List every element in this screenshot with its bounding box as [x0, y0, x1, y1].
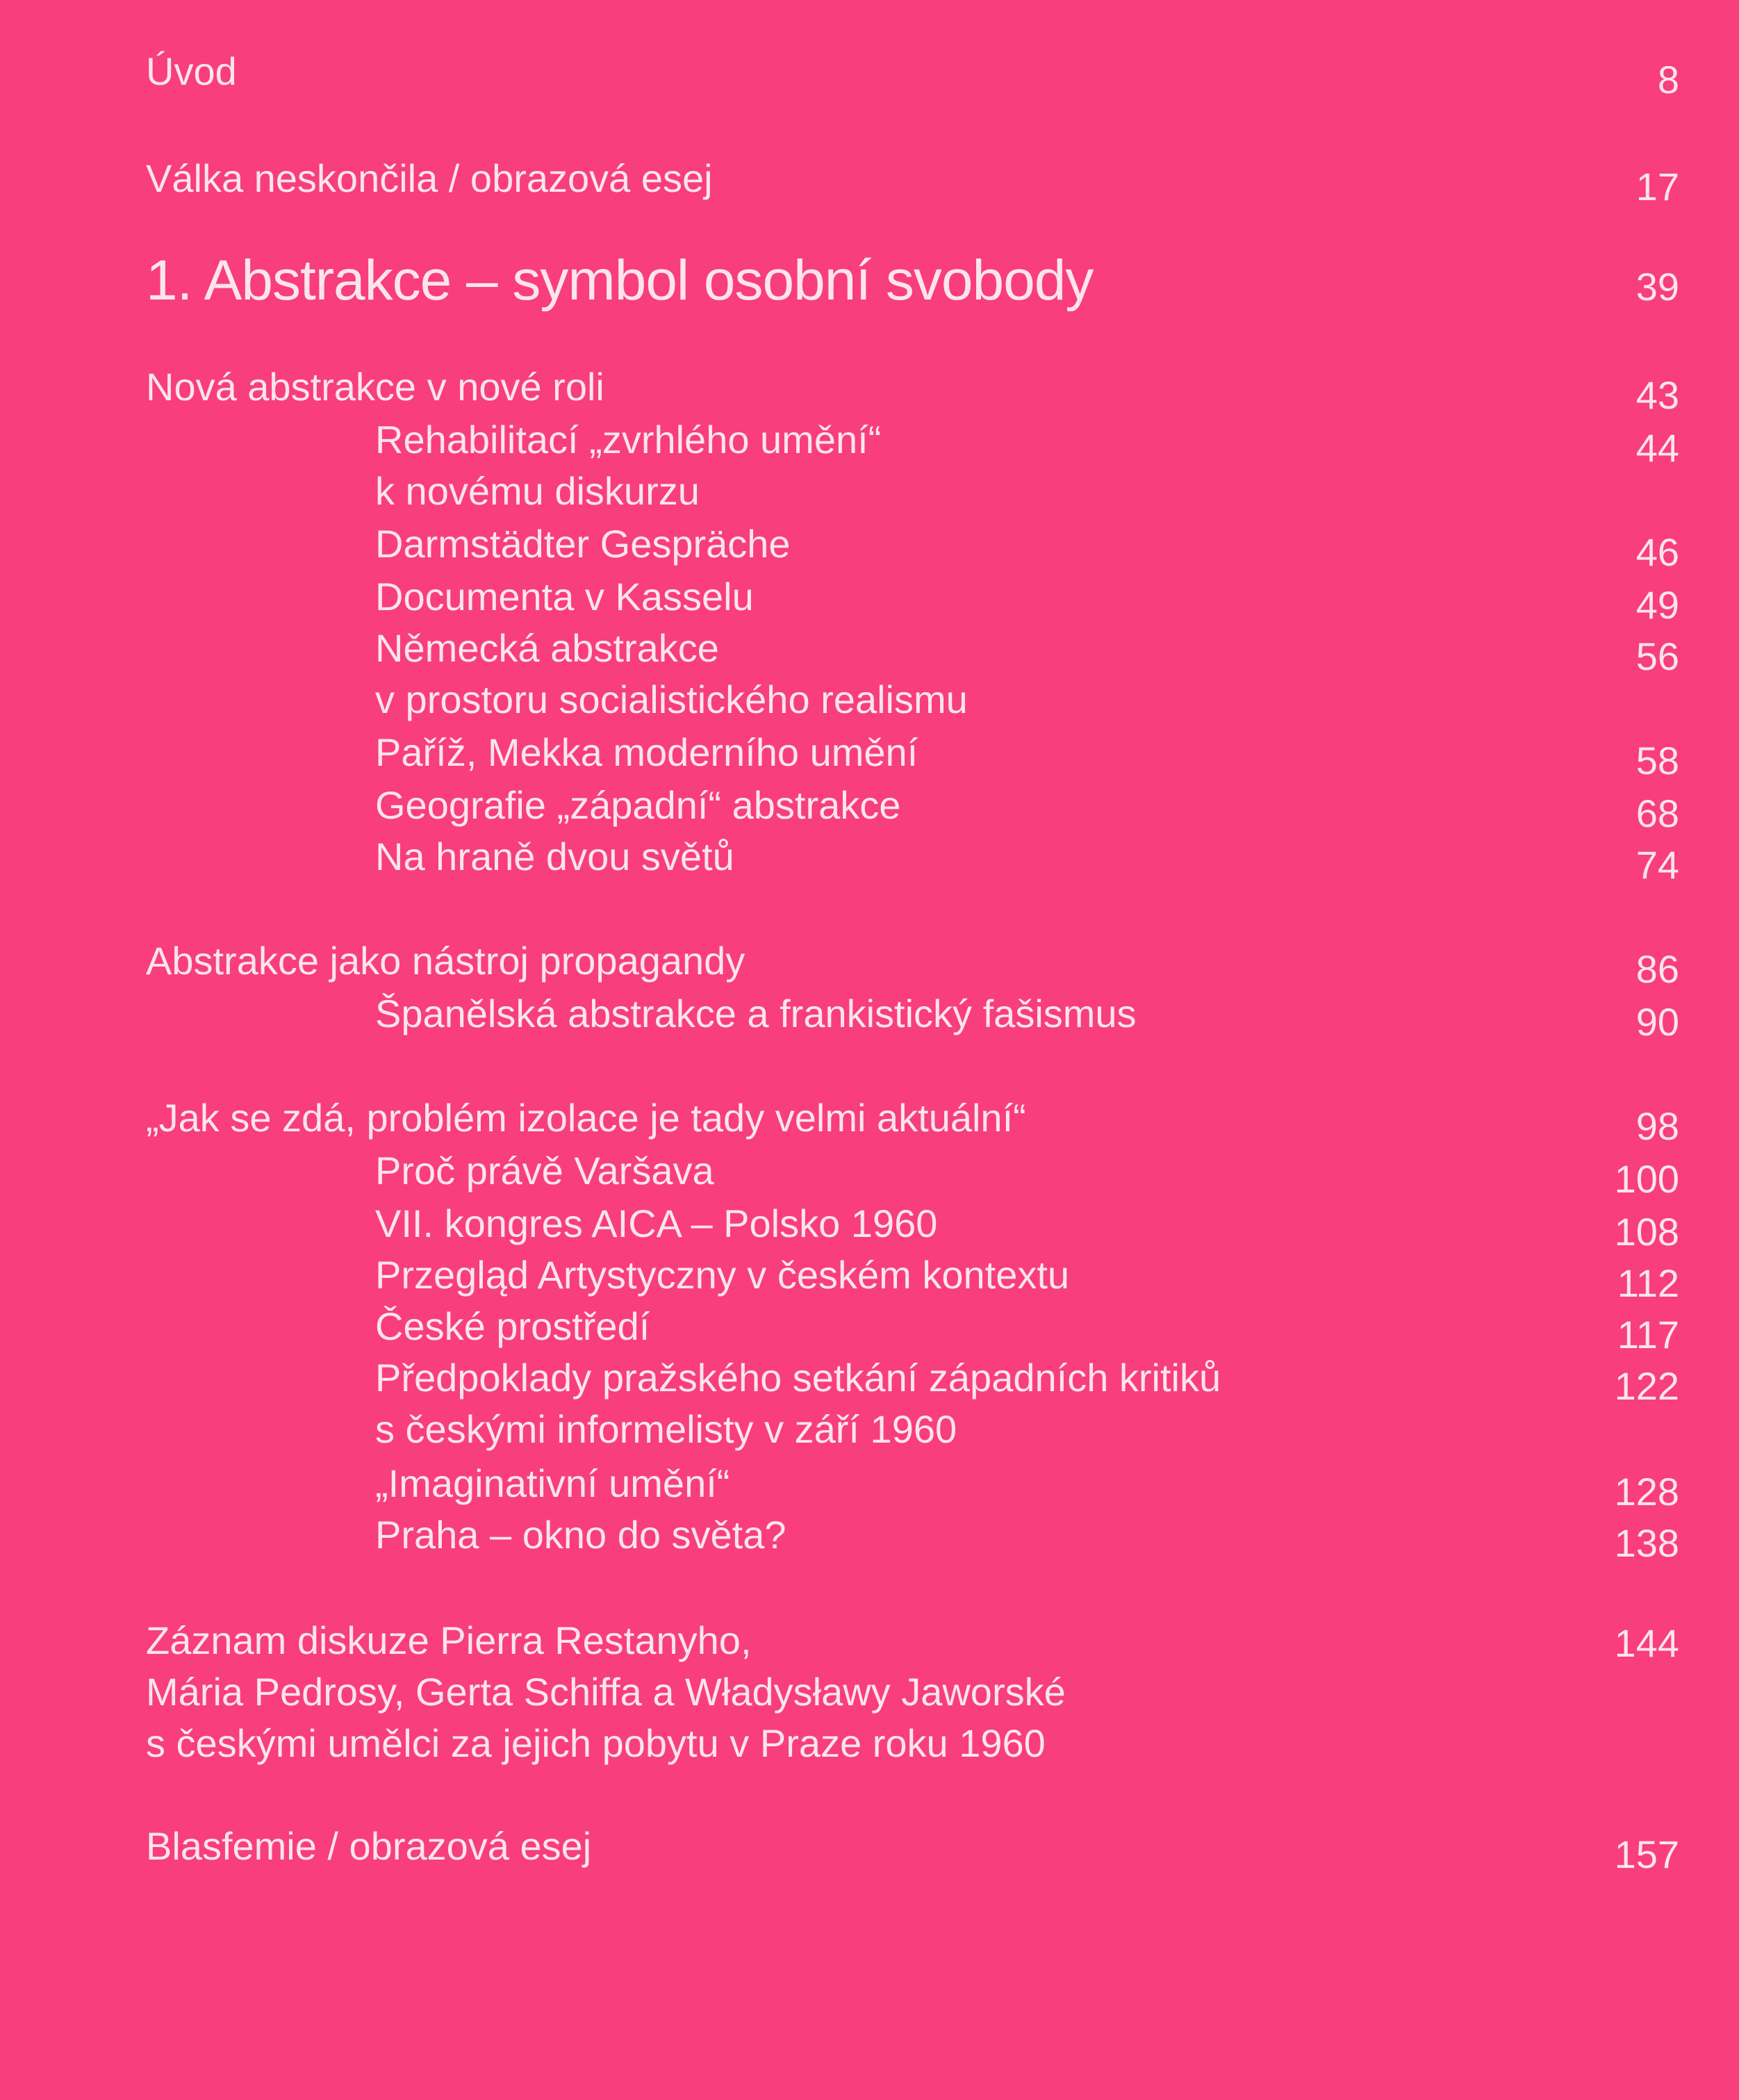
section-title: „Jak se zdá, problém izolace je tady velmi aktuální“ [146, 1096, 1026, 1140]
subentry-title [375, 988, 1137, 1040]
toc-page-number: 58 [1635, 739, 1679, 782]
toc-page-number: 39 [1635, 265, 1679, 309]
title-line: Geografie „západní“ abstrakce [375, 783, 901, 827]
title-line: Praha – okno do světa? [375, 1513, 786, 1557]
title-line: Předpoklady pražského setkání západních kritiků [375, 1356, 1221, 1400]
subentry-title [375, 1509, 786, 1561]
subentry-title [375, 1458, 730, 1509]
title-line: VII. kongres AICA – Polsko 1960 [375, 1201, 938, 1245]
subentry-title [375, 1198, 937, 1249]
subentry-title [375, 727, 918, 778]
toc-page-number: 86 [1635, 947, 1679, 991]
title-line: Przegląd Artystyczny v českém kontextu [375, 1253, 1070, 1297]
toc-page-number: 144 [1614, 1621, 1679, 1665]
toc-page-number: 112 [1617, 1261, 1679, 1305]
toc-page-number: 43 [1635, 373, 1679, 417]
title-line: Rehabilitací „zvrhlého umění“ [375, 418, 882, 461]
toc-page-number: 8 [1657, 58, 1679, 101]
toc-page-number: 128 [1614, 1470, 1679, 1514]
subentry-title [375, 1145, 714, 1197]
title-line: „Imaginativní umění“ [375, 1461, 730, 1505]
chapter-title: 1. Abstrakce – symbol osobní svobody [146, 249, 1094, 312]
section-title: Abstrakce jako nástroj propagandy [146, 939, 745, 983]
title-line: k novému diskurzu [375, 469, 700, 513]
toc-page-number: 108 [1614, 1210, 1679, 1254]
title-line: Paříž, Mekka moderního umění [375, 730, 918, 774]
toc-page-number: 157 [1614, 1832, 1679, 1876]
section-title: Nová abstrakce v nové roli [146, 365, 604, 409]
toc-page-number: 90 [1635, 1000, 1679, 1044]
toc-page-number: 74 [1635, 843, 1679, 887]
toc-page-number: 122 [1614, 1364, 1679, 1408]
toc-page-number: 98 [1635, 1104, 1679, 1148]
title-line: Na hraně dvou světů [375, 835, 734, 878]
toc-page-number: 117 [1617, 1313, 1679, 1356]
subentry-title [375, 831, 734, 883]
title-line: Španělská abstrakce a frankistický fašismus [375, 992, 1137, 1035]
entry-title [146, 1615, 1066, 1769]
title-line: Záznam diskuze Pierra Restanyho, [146, 1618, 752, 1662]
toc-page-number: 100 [1614, 1157, 1679, 1201]
title-line: Proč právě Varšava [375, 1149, 714, 1192]
toc-entry-title: Válka neskončila / obrazová esej [146, 156, 713, 200]
toc-entry-title: Úvod [146, 49, 237, 93]
title-line: Mária Pedrosy, Gerta Schiffa a Władysławy Jaworské [146, 1670, 1066, 1714]
title-line: Documenta v Kasselu [375, 575, 754, 618]
subentry-title [375, 780, 900, 831]
toc-page-number: 46 [1635, 530, 1679, 574]
toc-page-number: 44 [1635, 426, 1679, 470]
title-line: Darmstädter Gespräche [375, 522, 791, 566]
toc-page-number: 68 [1635, 791, 1679, 835]
toc-page-number: 56 [1635, 634, 1679, 678]
subentry-title [375, 518, 791, 570]
subentry-title [375, 571, 754, 623]
subentry-title [375, 1301, 650, 1352]
title-line: v prostoru socialistického realismu [375, 678, 968, 721]
subentry-title [375, 1352, 1221, 1455]
entry-title: Blasfemie / obrazová esej [146, 1824, 592, 1868]
toc-page-number: 49 [1635, 583, 1679, 627]
subentry-title [375, 414, 881, 517]
title-line: s českými informelisty v září 1960 [375, 1407, 957, 1451]
toc-page-number: 17 [1635, 165, 1679, 208]
title-line: Německá abstrakce [375, 626, 719, 670]
title-line: s českými umělci za jejich pobytu v Praze roku 1960 [146, 1721, 1046, 1765]
title-line: České prostředí [375, 1304, 650, 1348]
subentry-title [375, 623, 968, 725]
toc-page-number: 138 [1614, 1521, 1679, 1565]
subentry-title [375, 1249, 1069, 1301]
